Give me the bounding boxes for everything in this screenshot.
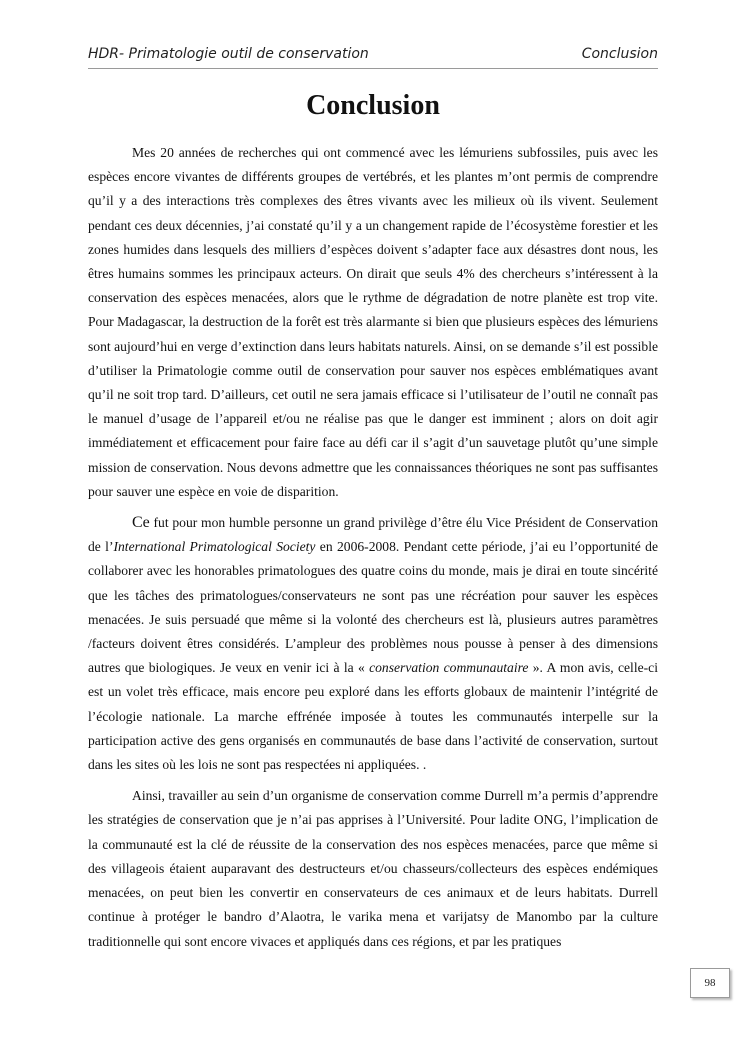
header-document-title: HDR- Primatologie outil de conservation [88, 46, 369, 62]
paragraph-2-text-b: en 2006-2008. Pendant cette période, j’ai eu l’opportunité de collaborer avec les honorables primatologues des quatre coins du monde, mais je dirai en toute sincérité que les tâches des primatologues/conservateurs ne sont pas une récréation pour sauver les espèces menacées. Je suis persuadé que même si la volonté des chercheurs est là, plusieurs autres paramètres /facteurs doivent êtres considérés. L’ampleur des problèmes nous pousse à penser à des dimensions autres que biologiques. Je veux en venir ici à la « [88, 539, 658, 676]
header-section-title: Conclusion [581, 46, 658, 62]
paragraph-2-italic-society: International Primatological Society [113, 539, 316, 555]
paragraph-2-text-a: fut pour mon humble personne un grand privilège d’être élu Vice Président de Conservation de l’ [88, 515, 658, 555]
paragraph-2-italic-term: conservation communautaire [369, 660, 529, 676]
page-number: 98 [690, 968, 730, 998]
paragraph-2-first-word: Ce [132, 514, 150, 532]
page-title: Conclusion [306, 90, 440, 121]
running-header [88, 44, 658, 69]
paragraph-2-text-c: ». A mon avis, celle-ci est un volet très efficace, mais encore peu exploré dans les efforts globaux de maintenir l’intégrité de l’écologie nationale. La marche effrénée imposée à toutes les communautés interpelle sur la participation active des gens organisés en communautés de base dans l’activité de conservation, surtout dans les sites où les lois ne sont pas respectées ni appliquées. . [88, 660, 658, 773]
body-text [88, 141, 658, 961]
paragraph-1: Mes 20 années de recherches qui ont commencé avec les lémuriens subfossiles, puis avec les espèces encore vivantes de différents groupes de vertébrés, et les plantes m’ont permis de comprendre qu’il y a des interactions très complexes des êtres vivants avec les milieux où ils vivent. Seulement pendant ces deux décennies, j’ai constaté qu’il y a un changement rapide de l’écosystème forestier et les zones humides dans lesquels des milliers d’espèces doivent s’adapter face aux désastres dont nous, les êtres humains sommes les principaux acteurs. On dirait que seuls 4% des chercheurs s’intéressent à la conservation des espèces menacées, alors que le rythme de dégradation de notre planète est trop vite. Pour Madagascar, la destruction de la forêt est très alarmante si bien que plusieurs espèces des lémuriens sont aujourd’hui en verge d’extinction dans leurs habitats naturels. Ainsi, on se demande s’il est possible d’utiliser la Primatologie comme outil de conservation pour sauver nos espèces emblématiques avant qu’il ne soit trop tard. D’ailleurs, cet outil ne sera jamais efficace si l’utilisateur de l’outil ne connaît pas le manuel d’usage de l’appareil et/ou ne réalise pas que le danger est imminent ; alors on doit agir immédiatement et efficacement pour faire face au défi car il s’agit d’un sauvetage plutôt qu’une simple mission de conservation. Nous devons admettre que les connaissances théoriques ne sont pas suffisantes pour sauver une espèce en voie de disparition. [88, 145, 658, 499]
paragraph-2 [88, 511, 658, 777]
paragraph-3: Ainsi, travailler au sein d’un organisme de conservation comme Durrell m’a permis d’apprendre les stratégies de conservation que je n’ai pas apprises à l’Université. Pour ladite ONG, l’implication de la communauté est la clé de réussite de la conservation des nos espèces menacées, parce que même si des villageois étaient auparavant des destructeurs et/ou chasseurs/collecteurs des espèces endémiques menacées, on peut bien les convertir en conservateurs de ces animaux et de leurs habitats. Durrell continue à protéger le bandro d’Alaotra, le varika mena et varijatsy de Manombo par la culture traditionnelle qui sont encore vivaces et appliqués dans ces régions, et par les pratiques [88, 788, 658, 949]
